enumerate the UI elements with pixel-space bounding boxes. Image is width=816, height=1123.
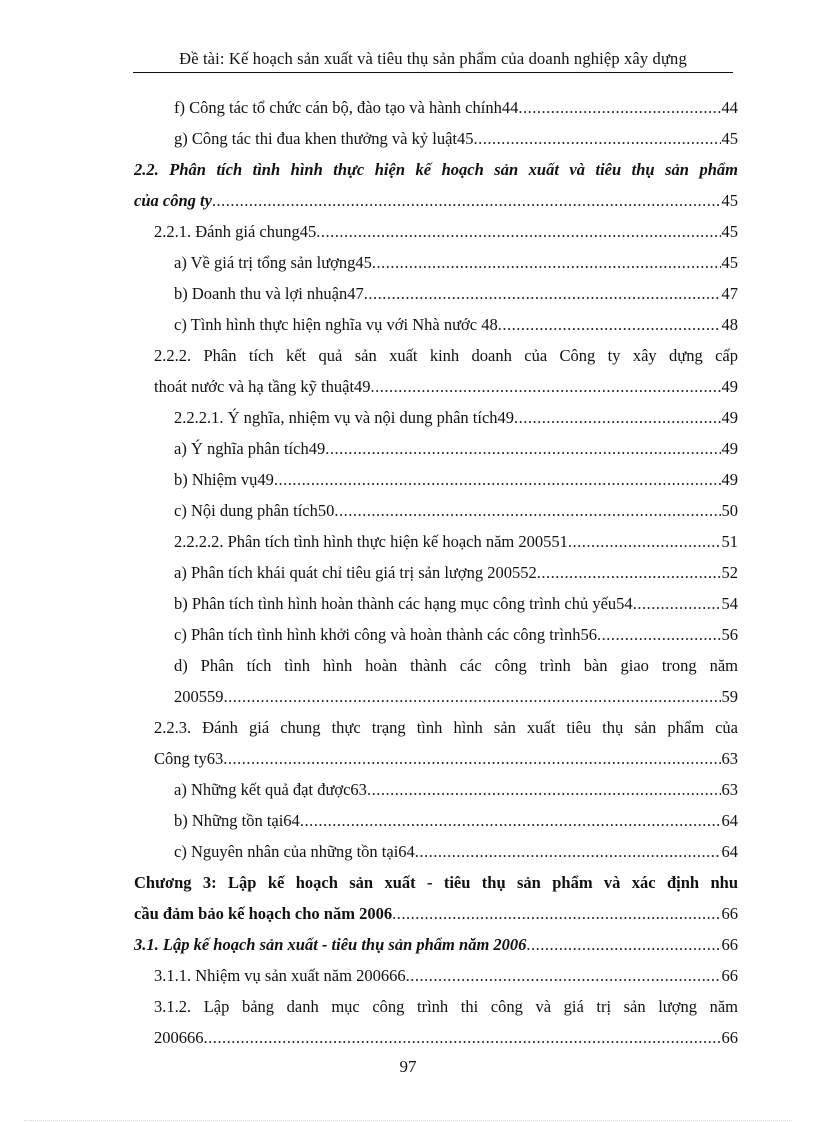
toc-entry-page: 66 bbox=[721, 904, 738, 923]
toc-entry-page: 45 bbox=[721, 191, 738, 210]
toc-leader bbox=[526, 929, 720, 960]
toc-leader bbox=[300, 805, 721, 836]
toc-entry-text: b) Nhiệm vụ49 bbox=[174, 470, 274, 489]
toc-leader bbox=[498, 309, 721, 340]
toc-entry-text: a) Ý nghĩa phân tích49 bbox=[174, 439, 326, 458]
toc-leader bbox=[474, 123, 721, 154]
toc-entry-line1: 2.2.3. Đánh giá chung thực trạng tình hình sản xuất tiêu thụ sản phẩm của bbox=[154, 718, 738, 737]
toc-entry-page: 45 bbox=[721, 253, 738, 272]
toc-entry[interactable] bbox=[134, 805, 738, 836]
toc-entry[interactable] bbox=[134, 588, 738, 619]
toc-entry-section[interactable] bbox=[134, 929, 738, 960]
toc-entry-text: f) Công tác tổ chức cán bộ, đào tạo và hành chính44 bbox=[174, 98, 519, 117]
toc-leader bbox=[316, 216, 720, 247]
toc-entry-text: g) Công tác thi đua khen thưởng và kỷ luật45 bbox=[174, 129, 474, 148]
toc-entry-text: 2.2.2.1. Ý nghĩa, nhiệm vụ và nội dung phân tích49 bbox=[174, 408, 515, 427]
toc-entry-line1: 3.1.2. Lập bảng danh mục công trình thi công và giá trị sản lượng năm bbox=[154, 997, 738, 1016]
toc-entry-page: 66 bbox=[721, 1028, 738, 1047]
toc-entry-page: 44 bbox=[721, 98, 738, 117]
toc-entry-page: 45 bbox=[721, 222, 738, 241]
toc-entry-page: 45 bbox=[721, 129, 738, 148]
toc-entry[interactable] bbox=[134, 619, 738, 650]
toc-entry-chapter[interactable] bbox=[134, 867, 738, 929]
toc-entry-page: 66 bbox=[721, 935, 738, 954]
toc-leader bbox=[568, 526, 721, 557]
toc-leader bbox=[518, 92, 720, 123]
toc-entry-page: 49 bbox=[721, 470, 738, 489]
toc-entry-page: 50 bbox=[721, 501, 738, 520]
toc-leader bbox=[597, 619, 721, 650]
toc-entry[interactable] bbox=[134, 278, 738, 309]
toc-entry[interactable] bbox=[134, 464, 738, 495]
document-header bbox=[133, 48, 733, 73]
toc-leader bbox=[372, 247, 721, 278]
toc-entry-page: 49 bbox=[721, 377, 738, 396]
toc-leader bbox=[633, 588, 721, 619]
toc-entry-page: 59 bbox=[721, 687, 738, 706]
toc-entry[interactable] bbox=[134, 774, 738, 805]
toc-entry-text: 2.2.2.2. Phân tích tình hình thực hiện kế hoạch năm 200551 bbox=[174, 532, 568, 551]
toc-entry-page: 66 bbox=[721, 966, 738, 985]
footer-divider bbox=[24, 1120, 792, 1122]
toc-entry[interactable] bbox=[134, 433, 738, 464]
toc-entry-text: 200666 bbox=[154, 1028, 204, 1047]
toc-entry-text: 3.1.1. Nhiệm vụ sản xuất năm 200666 bbox=[154, 966, 406, 985]
toc-entry-line1: Chương 3: Lập kế hoạch sản xuất - tiêu thụ sản phẩm và xác định nhu bbox=[134, 873, 738, 892]
toc-entry[interactable] bbox=[134, 247, 738, 278]
toc-entry-text: b) Những tồn tại64 bbox=[174, 811, 300, 830]
toc-leader bbox=[204, 1022, 721, 1053]
toc-entry[interactable] bbox=[134, 960, 738, 991]
toc-entry[interactable] bbox=[134, 650, 738, 712]
toc-entry[interactable] bbox=[134, 216, 738, 247]
toc-entry[interactable] bbox=[134, 526, 738, 557]
toc-entry-text: a) Về giá trị tổng sản lượng45 bbox=[174, 253, 372, 272]
toc-leader bbox=[364, 278, 721, 309]
toc-leader bbox=[223, 743, 720, 774]
toc-entry-line1: 2.2. Phân tích tình hình thực hiện kế hoạch sản xuất và tiêu thụ sản phẩm bbox=[134, 160, 738, 179]
toc-entry-page: 51 bbox=[721, 532, 738, 551]
toc-entry-page: 47 bbox=[721, 284, 738, 303]
toc-entry[interactable] bbox=[134, 309, 738, 340]
toc-entry-line1: 2.2.2. Phân tích kết quả sản xuất kinh doanh của Công ty xây dựng cấp bbox=[154, 346, 738, 365]
toc-entry-text: thoát nước và hạ tầng kỹ thuật49 bbox=[154, 377, 371, 396]
toc-leader bbox=[514, 402, 720, 433]
toc-leader bbox=[415, 836, 721, 867]
toc-entry-line1: d) Phân tích tình hình hoàn thành các công trình bàn giao trong năm bbox=[174, 656, 738, 675]
toc-entry-text: c) Tình hình thực hiện nghĩa vụ với Nhà nước 48 bbox=[174, 315, 498, 334]
toc-entry-text: cầu đảm bảo kế hoạch cho năm 2006 bbox=[134, 904, 393, 923]
toc-entry-text: 3.1. Lập kế hoạch sản xuất - tiêu thụ sản phẩm năm 2006 bbox=[134, 935, 527, 954]
toc-entry-text: c) Phân tích tình hình khởi công và hoàn thành các công trình56 bbox=[174, 625, 597, 644]
toc-entry-text: a) Những kết quả đạt được63 bbox=[174, 780, 367, 799]
toc-entry-text: c) Nội dung phân tích50 bbox=[174, 501, 335, 520]
toc-entry-text: a) Phân tích khái quát chỉ tiêu giá trị sản lượng 200552 bbox=[174, 563, 537, 582]
toc-entry-page: 64 bbox=[721, 811, 738, 830]
toc-entry[interactable] bbox=[134, 123, 738, 154]
toc-entry[interactable] bbox=[134, 340, 738, 402]
toc-entry-page: 49 bbox=[721, 439, 738, 458]
toc-entry-page: 64 bbox=[721, 842, 738, 861]
toc-entry-page: 63 bbox=[721, 749, 738, 768]
toc-entry-text: b) Doanh thu và lợi nhuận47 bbox=[174, 284, 364, 303]
page-number: 97 bbox=[399, 1057, 417, 1076]
toc-entry-page: 54 bbox=[721, 594, 738, 613]
toc-leader bbox=[406, 960, 721, 991]
toc-leader bbox=[392, 898, 720, 929]
toc-entry-text: 200559 bbox=[174, 687, 224, 706]
toc-entry-section[interactable] bbox=[134, 154, 738, 216]
toc-leader bbox=[371, 371, 721, 402]
toc-entry[interactable] bbox=[134, 712, 738, 774]
toc-entry-page: 63 bbox=[721, 780, 738, 799]
toc-entry-text: b) Phân tích tình hình hoàn thành các hạng mục công trình chủ yếu54 bbox=[174, 594, 633, 613]
toc-entry-text: của công ty bbox=[134, 191, 212, 210]
toc-leader bbox=[334, 495, 720, 526]
toc-entry[interactable] bbox=[134, 402, 738, 433]
toc-leader bbox=[367, 774, 721, 805]
toc-entry-text: Công ty63 bbox=[154, 749, 224, 768]
toc-entry[interactable] bbox=[134, 991, 738, 1053]
toc-entry-text: c) Nguyên nhân của những tồn tại64 bbox=[174, 842, 415, 861]
table-of-contents bbox=[134, 92, 738, 1053]
toc-leader bbox=[274, 464, 721, 495]
toc-entry[interactable] bbox=[134, 495, 738, 526]
header-title: Đề tài: Kế hoạch sản xuất và tiêu thụ sản phẩm của doanh nghiệp xây dựng bbox=[179, 49, 687, 68]
toc-entry[interactable] bbox=[134, 836, 738, 867]
toc-entry-page: 49 bbox=[721, 408, 738, 427]
toc-leader bbox=[224, 681, 721, 712]
toc-entry-page: 48 bbox=[721, 315, 738, 334]
toc-entry-page: 52 bbox=[721, 563, 738, 582]
toc-leader bbox=[537, 557, 721, 588]
toc-entry[interactable] bbox=[134, 92, 738, 123]
toc-entry-text: 2.2.1. Đánh giá chung45 bbox=[154, 222, 317, 241]
toc-leader bbox=[212, 185, 721, 216]
toc-entry[interactable] bbox=[134, 557, 738, 588]
toc-entry-page: 56 bbox=[721, 625, 738, 644]
toc-leader bbox=[325, 433, 720, 464]
